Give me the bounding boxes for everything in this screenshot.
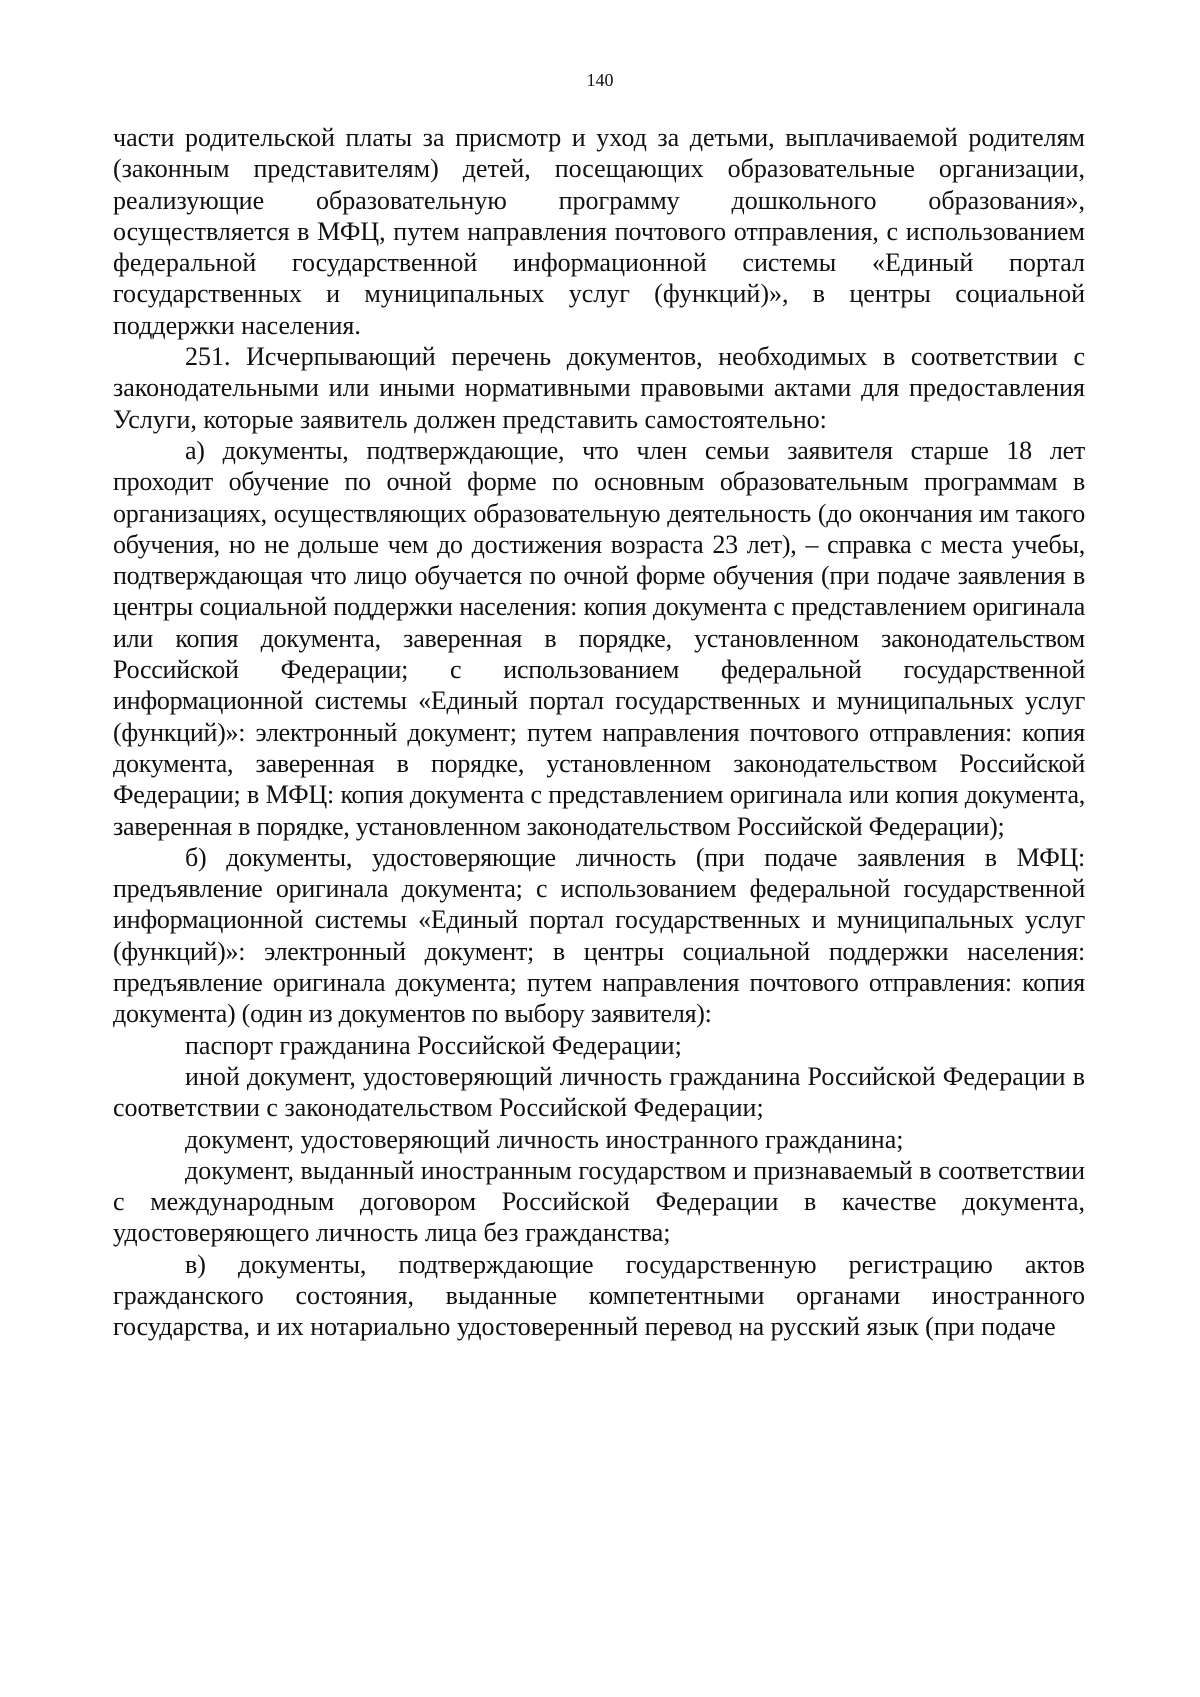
paragraph-passport: паспорт гражданина Российской Федерации; <box>185 1030 682 1060</box>
paragraph-continuation: части родительской платы за присмотр и уход за детьми, выплачиваемой родителям (законным представителям) детей, посещающих образовательные организации, реализующие образовательную программу дошкольного образования», осуществляется в МФЦ, путем направления почтового отправления, с использованием федеральной государственной информационной системы «Единый портал государственных и муниципальных услуг (функций)», в центры социальной поддержки населения. <box>113 123 1085 340</box>
paragraph-251: 251. Исчерпывающий перечень документов, необходимых в соответствии с законодательными или иными нормативными правовыми актами для предоставления Услуги, которые заявитель должен представить самостоятельно: <box>113 342 1085 434</box>
paragraph-stateless-id: документ, выданный иностранным государством и признаваемый в соответствии с международным договором Российской Федерации в качестве документа, удостоверяющего личность лица без гражданства; <box>113 1155 1085 1248</box>
document-body <box>113 122 1085 1343</box>
paragraph-item-b: б) документы, удостоверяющие личность (при подаче заявления в МФЦ: предъявление оригинала документа; с использованием федеральной государственной информационной системы «Единый портал государственных и муниципальных услуг (функций)»: электронный документ; в центры социальной поддержки населения: предъявление оригинала документа; путем направления почтового отправления: копия документа) (один из документов по выбору заявителя): <box>113 842 1085 1029</box>
paragraph-item-v: в) документы, подтверждающие государственную регистрацию актов гражданского состояния, выданные компетентными органами иностранного государства, и их нотариально удостоверенный перевод на русский язык (при подаче <box>113 1249 1085 1342</box>
paragraph-item-a: а) документы, подтверждающие, что член семьи заявителя старше 18 лет проходит обучение по очной форме по основным образовательным программам в организациях, осуществляющих образовательную деятельность (до окончания им такого обучения, но не дольше чем до достижения возраста 23 лет), – справка с места учебы, подтверждающая что лицо обучается по очной форме обучения (при подаче заявления в центры социальной поддержки населения: копия документа с представлением оригинала или копия документа, заверенная в порядке, установленном законодательством Российской Федерации; с использованием федеральной государственной информационной системы «Единый портал государственных и муниципальных услуг (функций)»: электронный документ; путем направления почтового отправления: копия документа, заверенная в порядке, установленном законодательством Российской Федерации; в МФЦ: копия документа с представлением оригинала или копия документа, заверенная в порядке, установленном законодательством Российской Федерации); <box>113 435 1085 841</box>
paragraph-other-id: иной документ, удостоверяющий личность гражданина Российской Федерации в соответствии с законодательством Российской Федерации; <box>113 1061 1085 1123</box>
page-number: 140 <box>586 70 614 90</box>
paragraph-foreign-id: документ, удостоверяющий личность иностранного гражданина; <box>185 1124 904 1154</box>
